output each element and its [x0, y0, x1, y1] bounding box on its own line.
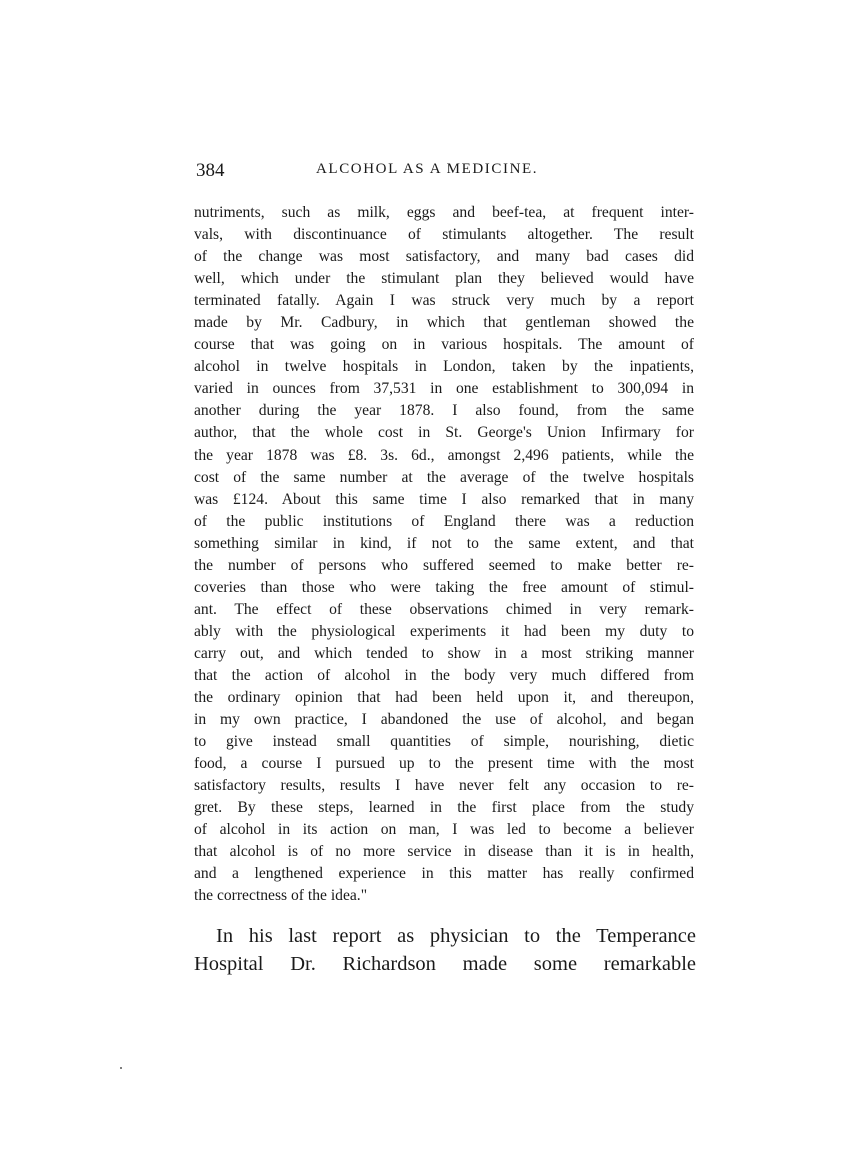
text-line: alcohol in twelve hospitals in London, taken by the inpatients,	[194, 358, 694, 376]
text-line: food, a course I pursued up to the present time with the most	[194, 755, 694, 773]
text-line: gret. By these steps, learned in the first place from the study	[194, 799, 694, 817]
text-line: that the action of alcohol in the body very much differed from	[194, 666, 694, 684]
text-line: to give instead small quantities of simple, nourishing, dietic	[194, 733, 694, 751]
text-line: course that was going on in various hospitals. The amount of	[194, 336, 694, 354]
text-line: nutriments, such as milk, eggs and beef-tea, at frequent inter-	[194, 204, 694, 221]
text-line: well, which under the stimulant plan they believed would have	[194, 270, 694, 288]
text-line: ant. The effect of these observations chimed in very remark-	[194, 600, 694, 618]
text-line: of the change was most satisfactory, and many bad cases did	[194, 248, 694, 266]
text-line: varied in ounces from 37,531 in one establishment to 300,094 in	[194, 380, 694, 398]
running-title: ALCOHOL AS A MEDICINE.	[316, 161, 539, 177]
text-line: vals, with discontinuance of stimulants altogether. The result	[194, 226, 694, 244]
text-line: was £124. About this same time I also remarked that in many	[194, 490, 694, 508]
text-line: cost of the same number at the average of the twelve hospitals	[194, 468, 694, 486]
text-line: something similar in kind, if not to the same extent, and that	[194, 534, 694, 552]
text-line: in my own practice, I abandoned the use of alcohol, and began	[194, 711, 694, 729]
quoted-passage	[194, 202, 694, 908]
text-line: made by Mr. Cadbury, in which that gentleman showed the	[194, 314, 694, 332]
text-line: that alcohol is of no more service in disease than it is in health,	[194, 843, 694, 861]
running-head	[196, 160, 696, 184]
text-line: carry out, and which tended to show in a most striking manner	[194, 644, 694, 662]
text-line: terminated fatally. Again I was struck very much by a report	[194, 292, 694, 310]
body-line: Hospital Dr. Richardson made some remarkable	[194, 953, 696, 975]
text-line: the correctness of the idea."	[194, 887, 368, 905]
text-line: ably with the physiological experiments it had been my duty to	[194, 622, 694, 640]
text-line: of alcohol in its action on man, I was led to become a believer	[194, 821, 694, 839]
scan-speck	[120, 1067, 122, 1069]
text-line: the ordinary opinion that had been held upon it, and thereupon,	[194, 689, 694, 707]
body-paragraph	[194, 922, 696, 978]
text-line: and a lengthened experience in this matter has really confirmed	[194, 865, 694, 883]
text-line: satisfactory results, results I have never felt any occasion to re-	[194, 777, 694, 795]
text-line: author, that the whole cost in St. George's Union Infirmary for	[194, 424, 694, 442]
text-line: the year 1878 was £8. 3s. 6d., amongst 2,496 patients, while the	[194, 446, 694, 464]
text-line: coveries than those who were taking the free amount of stimul-	[194, 578, 694, 596]
page-number: 384	[196, 160, 225, 181]
text-line: the number of persons who suffered seemed to make better re-	[194, 556, 694, 574]
text-line: another during the year 1878. I also found, from the same	[194, 402, 694, 420]
body-line: In his last report as physician to the Temperance	[216, 925, 696, 947]
text-line: of the public institutions of England there was a reduction	[194, 512, 694, 530]
